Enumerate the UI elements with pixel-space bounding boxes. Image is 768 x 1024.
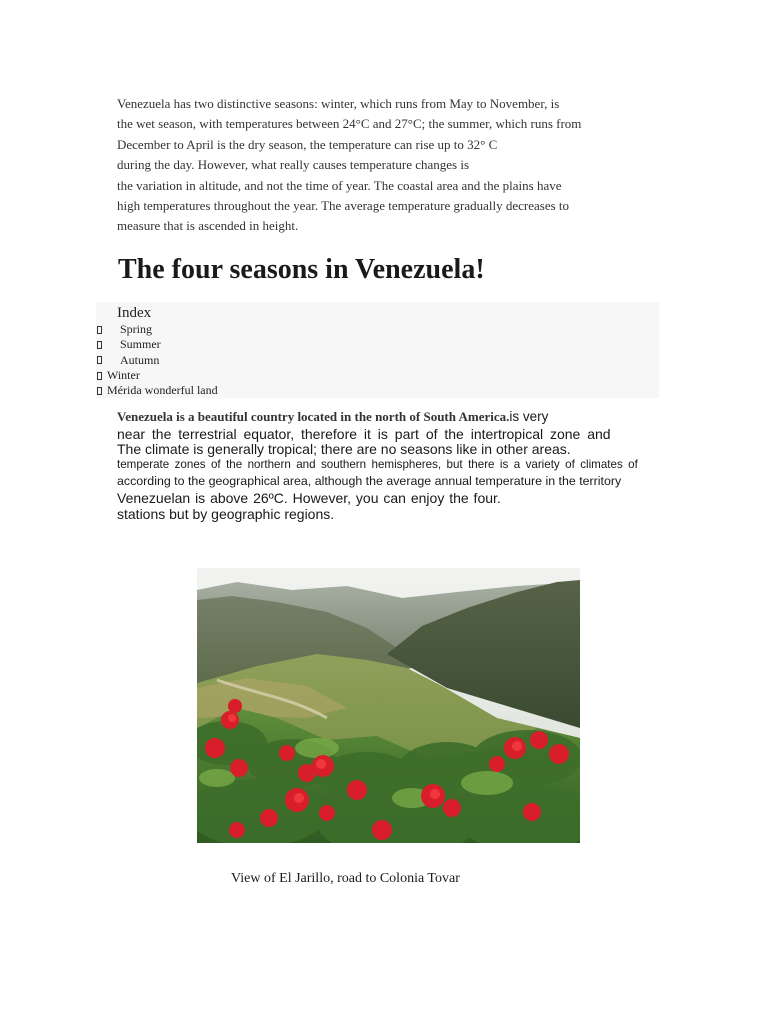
intro-line: during the day. However, what really causes temperature changes is bbox=[117, 157, 470, 173]
south-america-line bbox=[117, 409, 548, 425]
index-item-label: Winter bbox=[107, 367, 140, 382]
index-item-label: Mérida wonderful land bbox=[107, 383, 218, 398]
index-item-spring[interactable] bbox=[96, 322, 218, 337]
intro-line: high temperatures throughout the year. The average temperature gradually decreases to bbox=[117, 198, 570, 214]
index-item-label: Autumn bbox=[120, 352, 160, 367]
index-box bbox=[96, 302, 659, 398]
bullet-box-icon bbox=[97, 341, 102, 349]
intro-line: December to April is the dry season, the temperature can rise up to 32° C bbox=[117, 136, 498, 152]
south-america-lead-rest: is very bbox=[509, 409, 549, 424]
index-item-summer[interactable] bbox=[96, 337, 218, 352]
index-item-label: Spring bbox=[120, 322, 153, 336]
south-america-line: The climate is generally tropical; there are no seasons like in other areas. bbox=[117, 441, 571, 457]
index-item-merida[interactable] bbox=[96, 383, 218, 398]
index-item-label: Summer bbox=[120, 337, 161, 352]
south-america-line: stations but by geographic regions. bbox=[117, 506, 335, 522]
index-item-autumn[interactable] bbox=[96, 353, 218, 368]
landscape-photo bbox=[197, 568, 580, 843]
south-america-bold-lead: Venezuela is a beautiful country located in the north of South America. bbox=[117, 409, 510, 424]
bullet-box-icon bbox=[97, 387, 102, 395]
bullet-box-icon bbox=[97, 372, 102, 380]
intro-line: the wet season, with temperatures between 24°C and 27°C; the summer, which runs from bbox=[117, 116, 582, 132]
bullet-box-icon bbox=[97, 326, 102, 334]
south-america-line: Venezuelan is above 26ºC. However, you can enjoy the four. bbox=[117, 490, 501, 506]
south-america-line: temperate zones of the northern and southern hemispheres, but there is a variety of climates of bbox=[117, 458, 638, 471]
photo-caption: View of El Jarillo, road to Colonia Tovar bbox=[231, 871, 460, 886]
bullet-box-icon bbox=[97, 356, 102, 364]
intro-line: measure that is ascended in height. bbox=[117, 218, 299, 234]
intro-paragraph bbox=[117, 94, 677, 237]
index-list bbox=[96, 322, 218, 398]
index-title: Index bbox=[117, 305, 152, 321]
south-america-line: near the terrestrial equator, therefore it is part of the intertropical zone and bbox=[117, 426, 611, 442]
intro-line: the variation in altitude, and not the time of year. The coastal area and the plains have bbox=[117, 177, 562, 193]
index-item-winter[interactable] bbox=[96, 368, 218, 383]
south-america-line: according to the geographical area, although the average annual temperature in the territory bbox=[117, 474, 622, 488]
intro-line: Venezuela has two distinctive seasons: winter, which runs from May to November, is bbox=[117, 96, 560, 111]
page-title: The four seasons in Venezuela! bbox=[118, 254, 485, 285]
